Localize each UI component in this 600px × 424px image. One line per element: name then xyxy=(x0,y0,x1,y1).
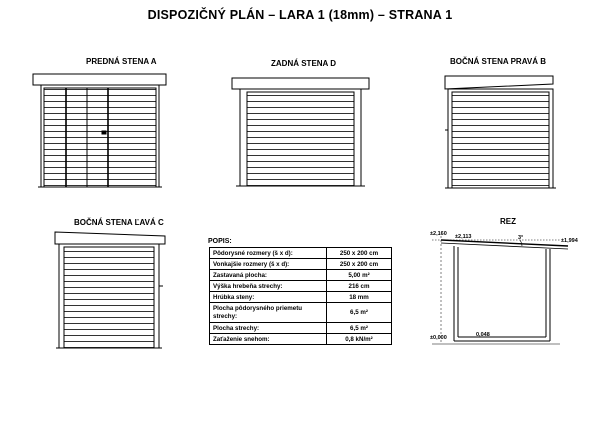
specs-table xyxy=(209,247,392,345)
label-back-wall: ZADNÁ STENA D xyxy=(271,59,337,68)
label-right-wall: BOČNÁ STENA PRAVÁ B xyxy=(450,57,547,66)
table-row xyxy=(210,270,392,281)
left-wall-drawing xyxy=(55,232,165,348)
spec-value: 250 x 200 cm xyxy=(327,259,392,270)
spec-label: Plocha pôdorysného priemetu strechy: xyxy=(210,303,327,323)
spec-value: 216 cm xyxy=(327,281,392,292)
label-left-wall: BOČNÁ STENA ĽAVÁ C xyxy=(74,218,164,227)
label-front-wall: PREDNÁ STENA A xyxy=(86,57,157,66)
spec-label: Vonkajšie rozmery (š x d): xyxy=(210,259,327,270)
back-wall-drawing xyxy=(232,78,369,186)
dim-roof-angle: 3° xyxy=(518,235,524,241)
dim-base: ±0,000 xyxy=(430,335,447,341)
dim-top-left-outer: ±2,160 xyxy=(430,231,447,237)
table-row xyxy=(210,292,392,303)
table-row xyxy=(210,281,392,292)
table-row xyxy=(210,323,392,334)
spec-value: 18 mm xyxy=(327,292,392,303)
table-row xyxy=(210,259,392,270)
dim-overhang: 0,048 xyxy=(476,332,490,338)
popis-title: POPIS: xyxy=(208,238,232,245)
spec-label: Výška hrebeňa strechy: xyxy=(210,281,327,292)
spec-value: 6,5 m² xyxy=(327,323,392,334)
label-section: REZ xyxy=(500,217,516,226)
page-title: DISPOZIČNÝ PLÁN – LARA 1 (18mm) – STRANA 1 xyxy=(147,8,453,22)
dim-top-right: ±1,994 xyxy=(561,238,578,244)
spec-label: Zaťaženie snehom: xyxy=(210,334,327,345)
dim-top-left-inner: ±2,113 xyxy=(455,234,472,240)
spec-value: 250 x 200 cm xyxy=(327,248,392,259)
spec-label: Plocha strechy: xyxy=(210,323,327,334)
spec-label: Zastavaná plocha: xyxy=(210,270,327,281)
right-wall-drawing xyxy=(445,76,556,188)
spec-value: 5,00 m² xyxy=(327,270,392,281)
front-wall-drawing xyxy=(33,74,166,187)
table-row xyxy=(210,303,392,323)
spec-value: 0,8 kN/m² xyxy=(327,334,392,345)
spec-value: 6,5 m² xyxy=(327,303,392,323)
table-row xyxy=(210,334,392,345)
section-drawing xyxy=(432,236,568,344)
table-row xyxy=(210,248,392,259)
spec-label: Pôdorysné rozmery (š x d): xyxy=(210,248,327,259)
spec-label: Hrúbka steny: xyxy=(210,292,327,303)
